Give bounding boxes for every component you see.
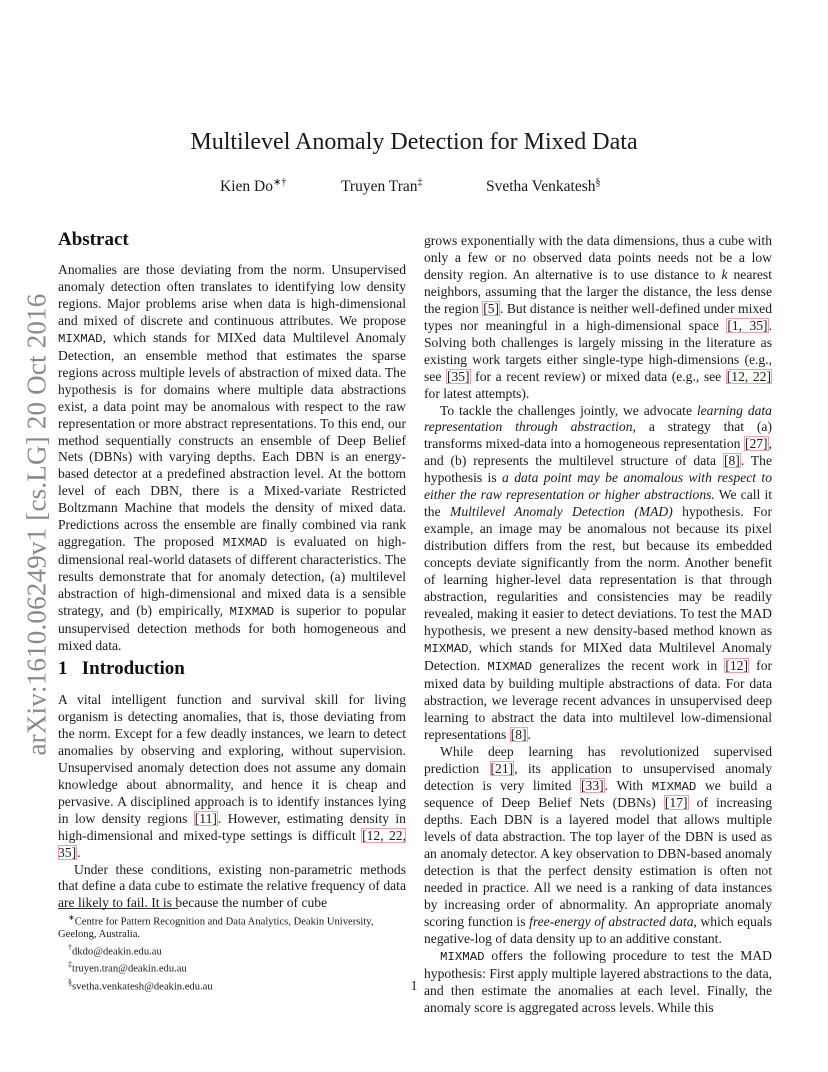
citation-link[interactable]: [33] — [581, 777, 604, 793]
arxiv-stamp — [12, 288, 62, 760]
body-text: . But distance is neither well-defined under mixed types nor meaningful in a high-dimensional space — [424, 300, 773, 333]
intro-paragraph — [58, 862, 406, 913]
body-text: of increasing depths. Each DBN is a layered model that allows multiple levels of data abstraction. The top layer of the DBN is used as an anomaly detector. A key observation to DBN-based anomaly detection is that the perfect density estimation is often not needed in practice. All we need is a ranking of data instances by increasing order of abnormality. An appropriate anomaly scoring function is — [424, 795, 773, 930]
emphasis-text: learning data representation through abstraction — [424, 402, 772, 435]
abstract-heading: Abstract — [58, 229, 129, 250]
footnote-affiliation — [58, 912, 406, 942]
body-text: . — [77, 844, 81, 860]
citation-link[interactable]: [21] — [490, 760, 514, 776]
body-text: , and (b) represents the multilevel structure of data — [424, 436, 772, 469]
body-text: A vital intelligent function and survival skill for living organism is detecting anomalies, that is, those deviating from the norm. Except for a few deadly instances, we learn to detect anomalies by observing and exploring, without supervision. Unsupervised anomaly detection does not assume any domain knowledge about abnormality, and hence it is cheap and pervasive. A disciplined approach is to identify instances lying in low density regions — [58, 692, 406, 826]
citation-link[interactable]: [8] — [510, 726, 527, 742]
body-text: nearest neighbors, assuming that the larger the distance, the less dense the region — [424, 266, 772, 316]
citation-link[interactable]: [27] — [744, 436, 768, 452]
citation-link[interactable]: [8] — [723, 453, 740, 469]
author-name: Truyen Tran — [341, 178, 418, 196]
citation-link[interactable]: [35] — [446, 368, 470, 384]
body-text: , which stands for MIXed data Multilevel Anomaly Detection. — [424, 639, 772, 673]
abstract-text: is evaluated on high-dimensional real-world datasets of different characteristics. The results demonstrate that for anomaly detection, (a) multilevel abstraction of high-dimensional and mixed data is a sensible strategy, and (b) empirically, — [58, 534, 407, 619]
page-number: 1 — [410, 978, 418, 993]
method-name: MIXMAD — [440, 950, 485, 965]
body-text: . With — [604, 777, 652, 793]
citation-link[interactable]: [12, 22] — [726, 368, 771, 384]
abstract-body — [58, 262, 406, 655]
citation-link[interactable]: [1, 35] — [727, 317, 768, 333]
intro-body — [58, 692, 406, 912]
body-text: While deep learning has revolutionized supervised prediction — [424, 743, 772, 776]
body-text: To tackle the challenges jointly, we advocate — [440, 402, 697, 418]
abstract-text: is superior to popular unsupervised detection methods for both homogeneous and mixed data. — [58, 603, 406, 653]
body-text: , which equals negative-log of data density up to an additive constant. — [424, 914, 772, 947]
footnote-mark: ‡ — [68, 960, 72, 970]
section-title: Introduction — [81, 658, 185, 679]
body-text: Under these conditions, existing non-parametric methods that define a data cube to estimate the relative frequency of data are likely to fail. It is because the number of cube — [58, 861, 406, 911]
body-text: . — [527, 726, 531, 742]
footnote-text: dkdo@deakin.edu.au — [72, 946, 162, 958]
citation-link[interactable]: [17] — [664, 795, 688, 811]
citation-link[interactable]: [11] — [194, 810, 217, 826]
author-mark: § — [595, 177, 601, 188]
emphasis-text: free-energy of abstracted data — [529, 914, 694, 930]
body-text: hypothesis. For example, an image may be anomalous not because its pixel distribution differs from the rest, but because its embedded concepts deviate significantly from the norm. Another benefit of learning higher-level data representation is that through abstraction, regularities and consistencies may be readily revealed, making it easier to detect deviations. To test the MAD hypothesis, we present a new density-based method known as — [424, 504, 772, 638]
body-text: . Solving both challenges is largely missing in the literature as existing work targets either single-type high-dimensions (e.g., see — [424, 317, 772, 384]
author-name: Svetha Venkatesh — [486, 178, 596, 196]
footnote-email — [58, 959, 406, 976]
footnote-text: truyen.tran@deakin.edu.au — [72, 963, 187, 975]
author-mark: ∗† — [272, 177, 287, 188]
footnote-mark: † — [68, 943, 72, 953]
author-mark: ‡ — [417, 177, 423, 188]
body-text: offers the following procedure to test the MAD hypothesis: First apply multiple layered abstractions to the data, and then estimate the anomalies at each level. Finally, the anomaly score is aggregated across levels. While this — [424, 948, 772, 1015]
section-number: 1 — [58, 658, 68, 679]
body-text: for latest attempts). — [424, 385, 530, 401]
citation-link[interactable]: [5] — [483, 300, 500, 316]
method-name: MIXMAD — [424, 641, 469, 656]
math-k: k — [721, 266, 728, 282]
author-2 — [341, 177, 423, 196]
body-text: . However, estimating density in high-dimensional and mixed-type settings is difficult — [58, 810, 406, 843]
method-name: MIXMAD — [229, 605, 275, 620]
body-text: for a recent review) or mixed data (e.g., see — [470, 368, 726, 384]
abstract-paragraph — [58, 262, 406, 655]
body-text: , a strategy that (a) transforms mixed-data into a homogeneous representation — [424, 419, 772, 452]
right-column — [424, 233, 772, 1017]
body-paragraph — [424, 744, 772, 948]
body-text: generalizes the recent work in — [532, 657, 725, 673]
body-text: for mixed data by building multiple abstractions of data. For data abstraction, we leverage recent advances in unsupervised deep learning to abstract the data into multilevel low-dimensional representations — [424, 657, 773, 742]
footnote-text: Centre for Pattern Recognition and Data Analytics, Deakin University, Geelong, Australia. — [58, 916, 374, 941]
method-name: MIXMAD — [58, 331, 103, 346]
footnote-rule — [58, 908, 178, 909]
arxiv-id: arXiv:1610.06249v1 [cs.LG] 20 Oct 2016 — [21, 292, 52, 756]
footnote-mark: § — [68, 977, 72, 987]
author-3 — [486, 177, 600, 196]
footnote-text: svetha.venkatesh@deakin.edu.au — [72, 981, 213, 993]
citation-link[interactable]: [12, 22, 35] — [58, 827, 406, 860]
footnote-email — [58, 942, 406, 959]
method-name: MIXMAD — [651, 779, 697, 794]
section-heading-introduction — [58, 658, 185, 680]
body-paragraph — [424, 403, 772, 744]
abstract-text: Anomalies are those deviating from the norm. Unsupervised anomaly detection often translates to identifying low density regions. Major problems arise when data is high-dimensional and mixed of discrete and continuous attributes. We propose — [58, 262, 406, 328]
citation-link[interactable]: [12] — [725, 657, 749, 673]
method-name: MIXMAD — [487, 659, 533, 674]
emphasis-text: a data point may be anomalous with respect to either the raw representation or higher abstractions. — [424, 470, 772, 503]
footnote-mark: ∗ — [68, 913, 75, 922]
body-text: grows exponentially with the data dimensions, thus a cube with only a few or no observed data points needs not be a low density region. An alternative is to use distance to — [424, 233, 772, 282]
body-text: . The hypothesis is — [424, 453, 772, 486]
body-paragraph — [424, 233, 772, 403]
paper-title: Multilevel Anomaly Detection for Mixed Data — [190, 129, 638, 155]
emphasis-text: Multilevel Anomaly Detection (MAD) — [450, 504, 673, 520]
author-name: Kien Do — [220, 178, 273, 196]
body-text: we build a sequence of Deep Belief Nets (DBNs) — [424, 777, 772, 811]
body-text: , its application to unsupervised anomaly detection is very limited — [424, 760, 772, 793]
abstract-text: , which stands for MIXed data Multilevel Anomaly Detection, an ensemble method that estimates the sparse regions across multiple levels of abstraction of mixed data. The hypothesis is for domains where multiple data abstractions exist, a data point may be anomalous with respect to the raw representation or more abstract representations. To this end, our method sequentially constructs an ensemble of Deep Belief Nets (DBNs) with varying depths. Each DBN is an energy-based detector at a predefined abstraction level. At the bottom level of each DBN, there is a Mixed-variate Restricted Boltzmann Machine that models the density of mixed data. Predictions across the ensemble are finally combined via rank aggregation. The proposed — [58, 329, 406, 550]
body-text: We call it the — [424, 487, 772, 520]
method-name: MIXMAD — [222, 536, 268, 551]
author-1 — [220, 177, 286, 196]
intro-paragraph — [58, 692, 406, 862]
